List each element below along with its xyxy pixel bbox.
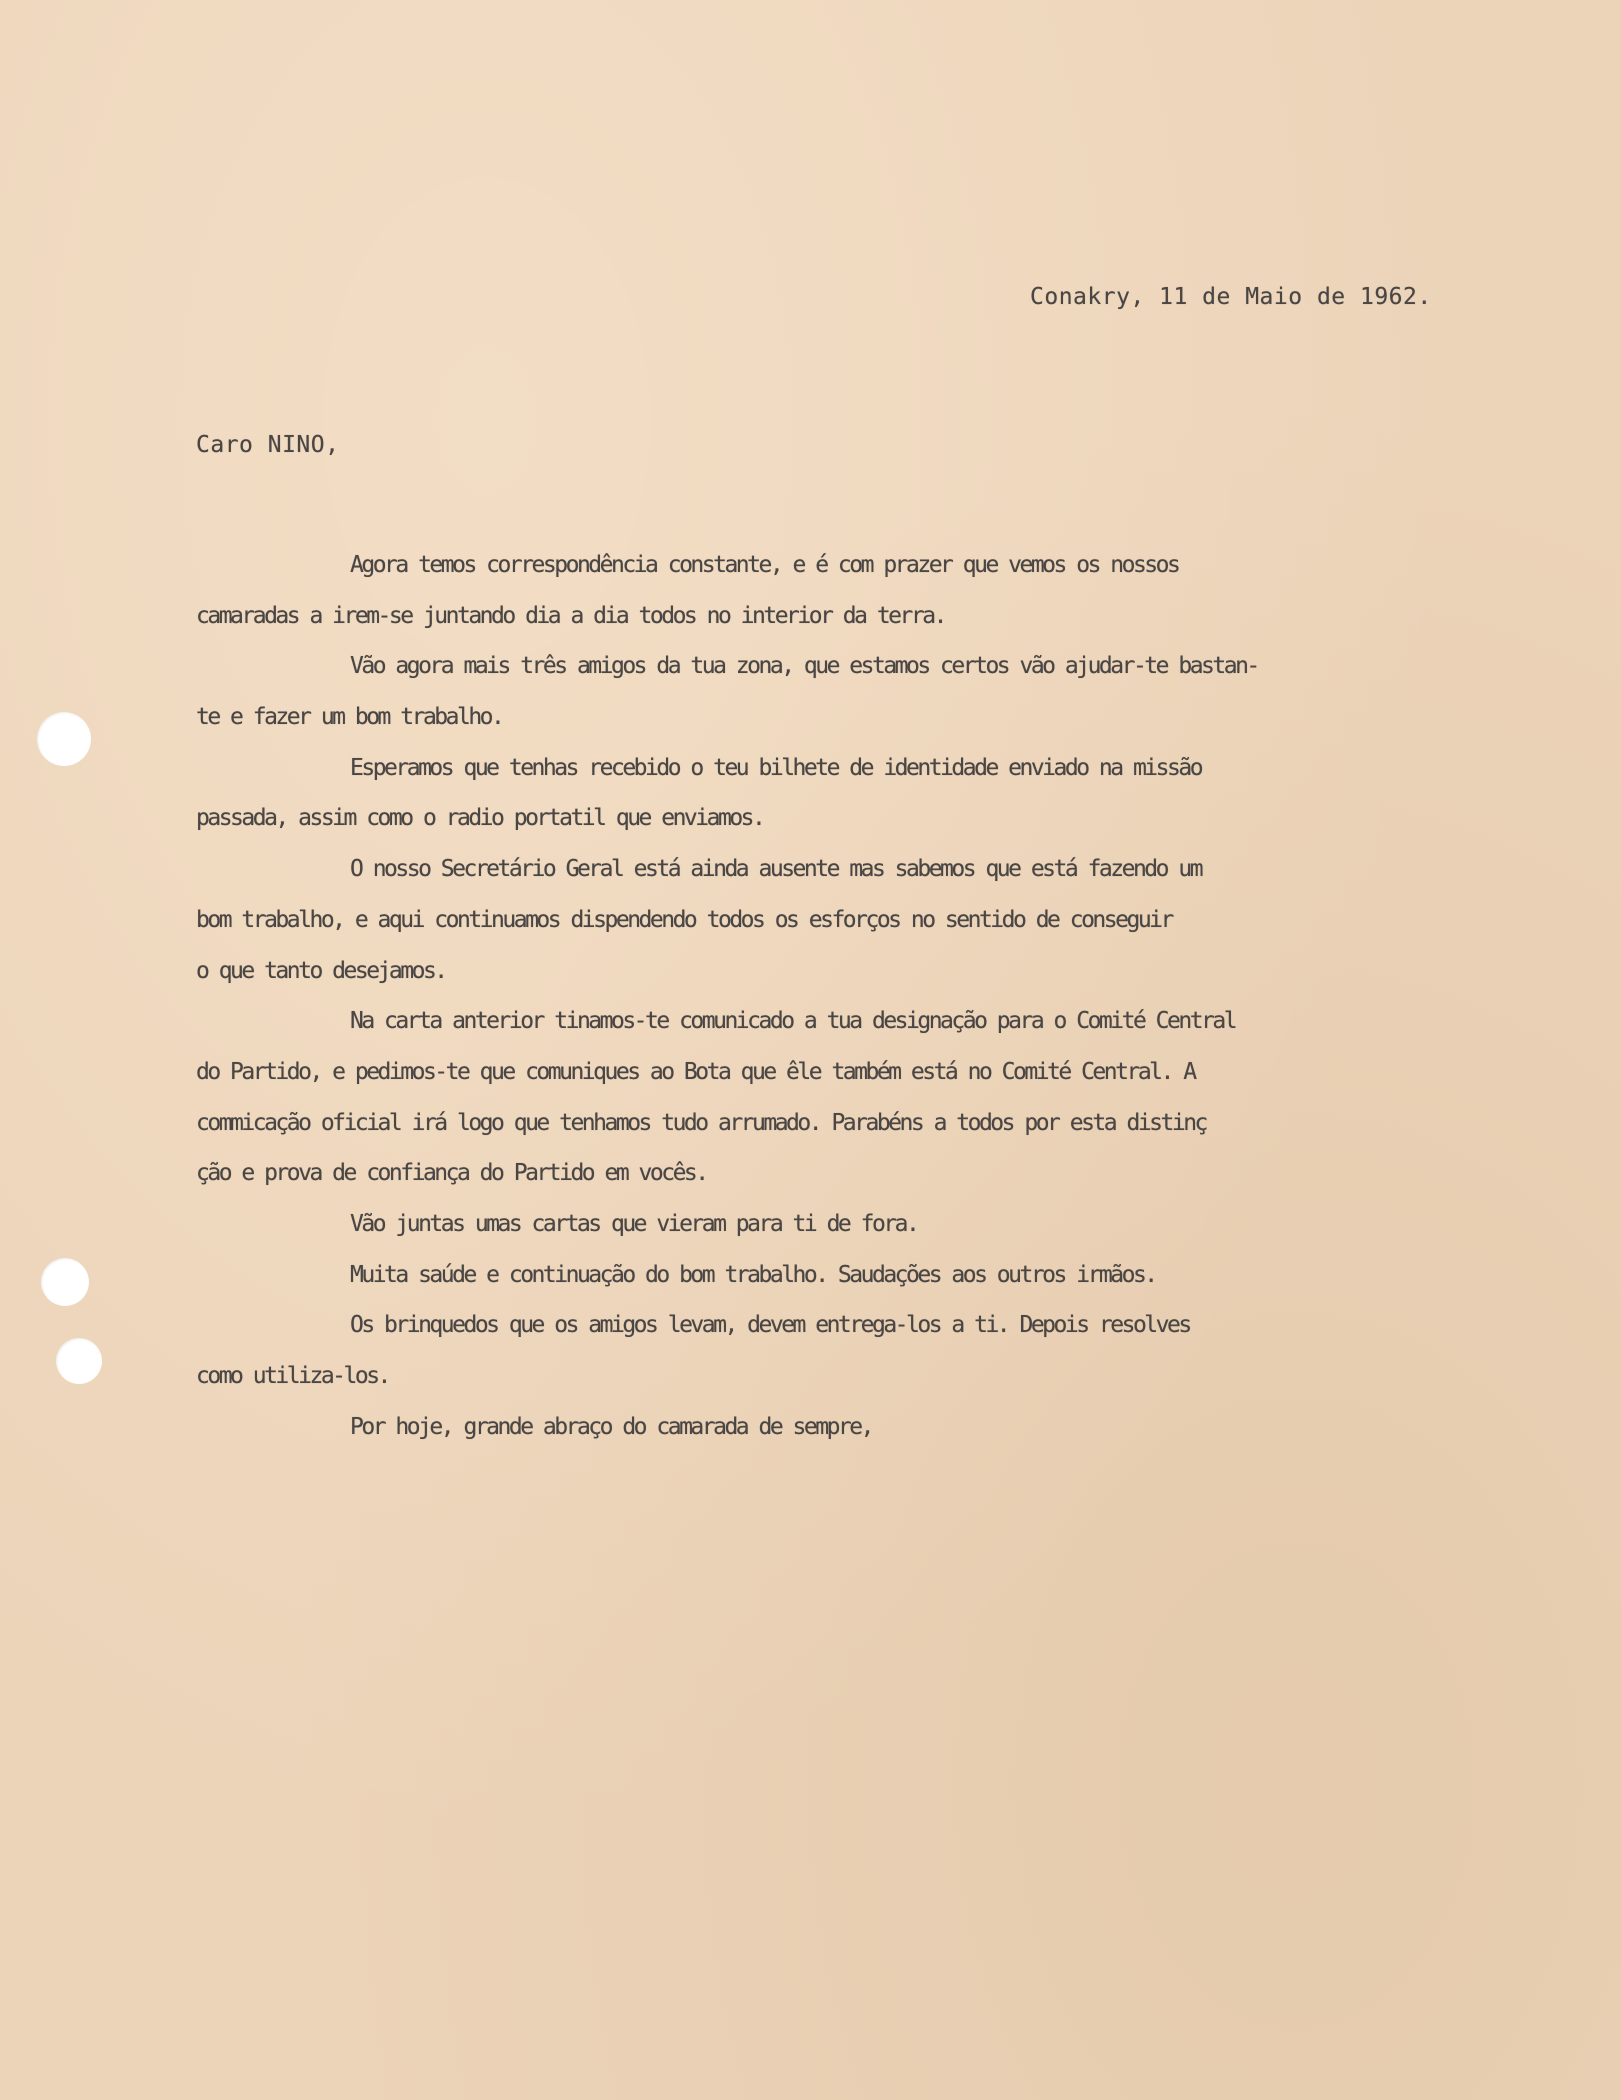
- letter-line: O nosso Secretário Geral está ainda ausente mas sabemos que está fazendo um: [350, 856, 1202, 883]
- punch-hole: [41, 1258, 89, 1306]
- letter-line: Por hoje, grande abraço do camarada de sempre,: [350, 1413, 872, 1440]
- letter-date: Conakry, 11 de Maio de 1962.: [1030, 284, 1432, 310]
- letter-line: Os brinquedos que os amigos levam, devem entrega-los a ti. Depois resolves: [350, 1312, 1190, 1339]
- letter-line: Esperamos que tenhas recebido o teu bilhete de identidade enviado na missão: [350, 754, 1202, 781]
- letter-salutation: Caro NINO,: [196, 432, 340, 458]
- letter-line: camaradas a irem-se juntando dia a dia todos no interior da terra.: [196, 602, 945, 629]
- letter-line: o que tanto desejamos.: [196, 957, 446, 984]
- letter-line: como utiliza-los.: [196, 1363, 389, 1389]
- letter-line: te e fazer um bom trabalho.: [196, 704, 503, 731]
- letter-line: Agora temos correspondência constante, e é com prazer que vemos os nossos: [350, 552, 1179, 578]
- letter-body: [196, 540, 1606, 1452]
- letter-line: commicação oficial irá logo que tenhamos tudo arrumado. Parabéns a todos por esta distinç: [196, 1109, 1206, 1136]
- letter-line: do Partido, e pedimos-te que comuniques ao Bota que êle também está no Comité Central. A: [196, 1058, 1195, 1085]
- letter-line: Muita saúde e continuação do bom trabalho. Saudações aos outros irmãos.: [350, 1261, 1156, 1288]
- punch-hole: [37, 712, 91, 766]
- letter-line: Vão juntas umas cartas que vieram para ti de fora.: [350, 1210, 918, 1237]
- letter-line: Vão agora mais três amigos da tua zona, que estamos certos vão ajudar-te bastan-: [350, 653, 1258, 680]
- letter-line: ção e prova de confiança do Partido em vocês.: [196, 1160, 707, 1187]
- letter-line: Na carta anterior tinamos-te comunicado a tua designação para o Comité Central: [350, 1008, 1236, 1035]
- letter-line: bom trabalho, e aqui continuamos dispendendo todos os esforços no sentido de conseguir: [196, 906, 1172, 933]
- punch-hole: [56, 1338, 102, 1384]
- letter-line: passada, assim como o radio portatil que enviamos.: [196, 805, 764, 832]
